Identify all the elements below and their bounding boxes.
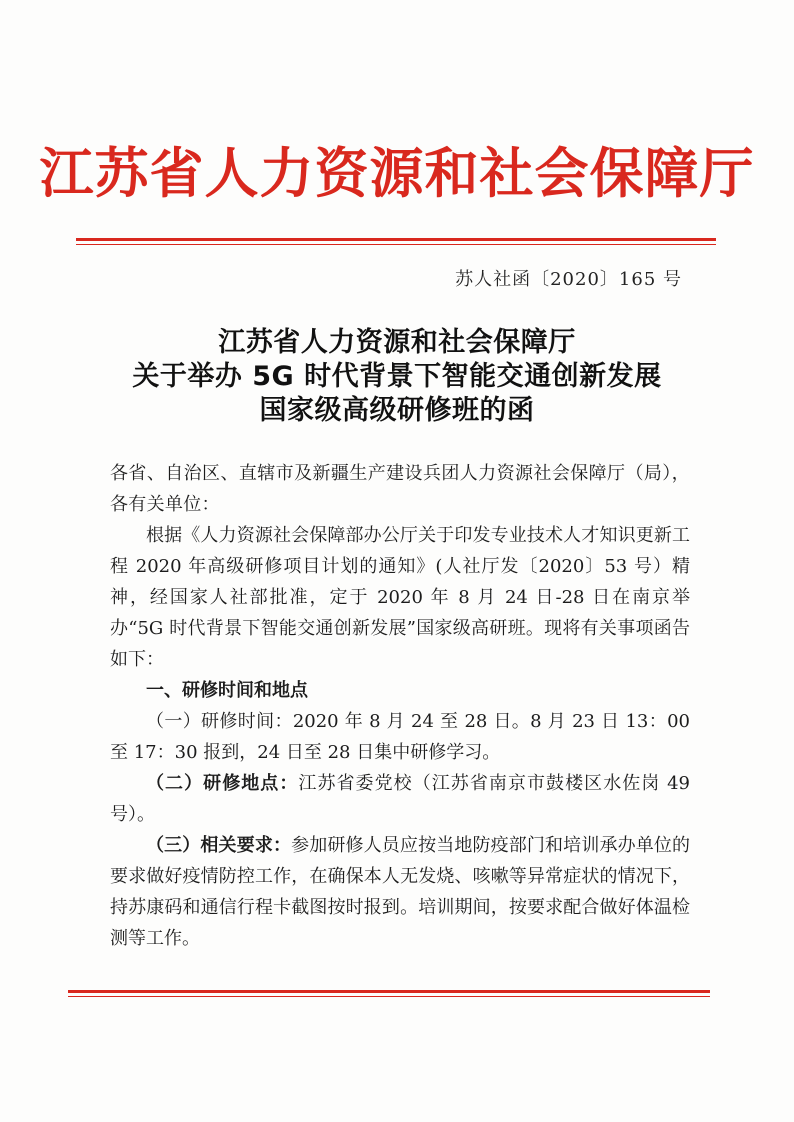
salutation: 各省、自治区、直辖市及新疆生产建设兵团人力资源社会保障厅（局），各有关单位： [110, 463, 690, 515]
title-line-3: 国家级高级研修班的函 [259, 395, 535, 426]
footer-rule-thin [68, 996, 710, 997]
letterhead-rule-thin [76, 244, 716, 245]
document-body [110, 458, 690, 954]
footer-rule-thick [68, 990, 710, 993]
item-1-label: （一）研修时间： [146, 711, 293, 732]
section-1-heading: 一、研修时间和地点 [146, 680, 308, 701]
title-line-1: 江苏省人力资源和社会保障厅 [218, 327, 576, 358]
intro-paragraph: 根据《人力资源社会保障部办公厅关于印发专业技术人才知识更新工程 2020 年高级研修项目计划的通知》(人社厅发〔2020〕53 号）精神，经国家人社部批准，定于 2020 年 8 月 24 日-28 日在南京举办“5G 时代背景下智能交通创新发展”国家级高研班。现将有关事项函告如下： [110, 525, 690, 670]
document-title [0, 326, 794, 428]
title-line-2: 关于举办 5G 时代背景下智能交通创新发展 [132, 361, 662, 392]
letterhead-rule-thick [76, 238, 716, 241]
document-number: 苏人社函〔2020〕165 号 [455, 269, 682, 290]
item-2-label: （二）研修地点： [146, 773, 299, 794]
letterhead-org-name: 江苏省人力资源和社会保障厅 [39, 141, 755, 205]
item-3-label: （三）相关要求： [146, 835, 292, 856]
item-2-paragraph [110, 768, 690, 830]
item-2-text: 江苏省委党校（江苏省南京市鼓楼区水佐岗 49 号）。 [110, 773, 691, 825]
item-1-paragraph [110, 706, 690, 768]
item-1-text: 2020 年 8 月 24 至 28 日。8 月 23 日 13：00 至 17：30 报到，24 日至 28 日集中研修学习。 [110, 711, 690, 763]
item-3-paragraph [110, 830, 690, 954]
item-3-text: 参加研修人员应按当地防疫部门和培训承办单位的要求做好疫情防控工作，在确保本人无发烧、咳嗽等异常症状的情况下，持苏康码和通信行程卡截图按时报到。培训期间，按要求配合做好体温检测等工作。 [110, 835, 691, 949]
